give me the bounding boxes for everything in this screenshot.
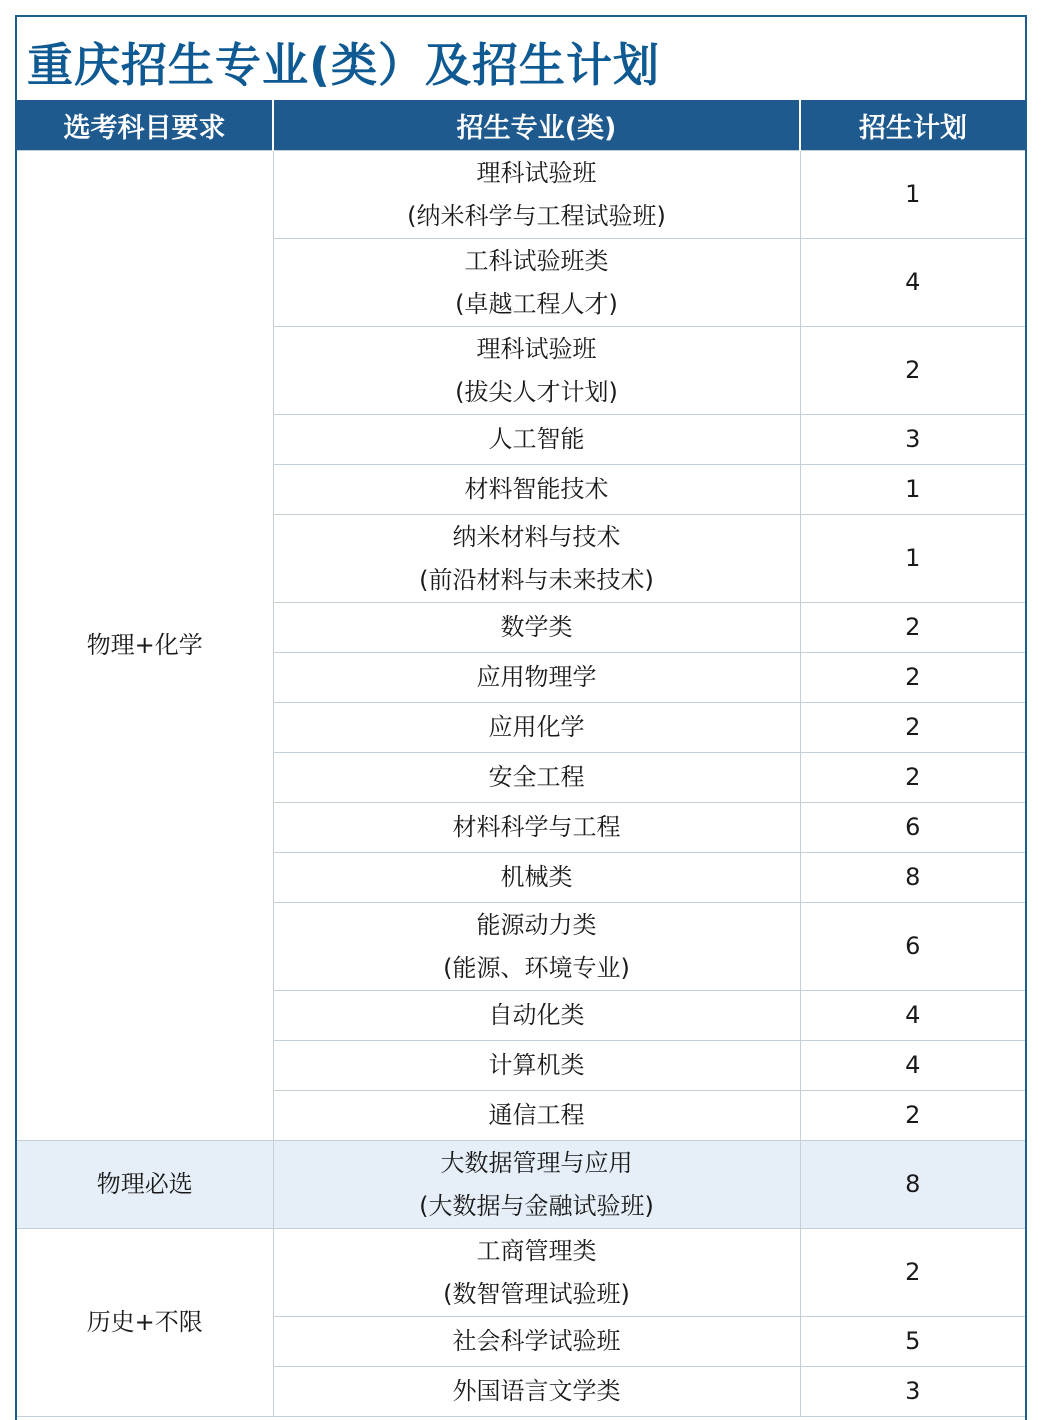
major-name: 大数据管理与应用 [440, 1148, 633, 1177]
major-subtitle: (数智管理试验班) [443, 1279, 630, 1308]
plan-table-frame [15, 15, 1027, 1420]
plan-table [17, 100, 1025, 1417]
plan-count-cell: 8 [800, 1141, 1025, 1229]
major-cell [273, 415, 800, 465]
major-name: 自动化类 [488, 1001, 585, 1029]
column-header-requirement: 选考科目要求 [17, 100, 273, 151]
major-name: 应用化学 [488, 713, 585, 741]
major-name: 安全工程 [488, 763, 585, 791]
plan-count-cell: 2 [800, 603, 1025, 653]
requirement-cell: 物理必选 [17, 1141, 273, 1229]
major-name: 通信工程 [488, 1101, 585, 1129]
major-name: 数学类 [500, 613, 573, 641]
major-cell [273, 653, 800, 703]
major-subtitle: (纳米科学与工程试验班) [407, 201, 666, 230]
table-row [17, 1229, 1025, 1317]
major-cell [273, 1041, 800, 1091]
major-cell [273, 1317, 800, 1367]
major-subtitle: (大数据与金融试验班) [419, 1191, 654, 1220]
plan-count-cell: 4 [800, 991, 1025, 1041]
major-cell [273, 1141, 800, 1229]
table-header-row [17, 100, 1025, 151]
table-row [17, 1141, 1025, 1229]
table-body [17, 151, 1025, 1417]
major-cell [273, 1229, 800, 1317]
major-name: 理科试验班 [476, 334, 597, 363]
major-cell [273, 515, 800, 603]
major-cell [273, 991, 800, 1041]
major-subtitle: (能源、环境专业) [443, 953, 630, 982]
major-name: 理科试验班 [476, 158, 597, 187]
major-cell [273, 803, 800, 853]
plan-count-cell: 2 [800, 703, 1025, 753]
major-cell [273, 753, 800, 803]
major-name: 计算机类 [488, 1051, 585, 1079]
major-name: 工科试验班类 [464, 246, 609, 275]
plan-count-cell: 2 [800, 753, 1025, 803]
major-name: 材料科学与工程 [452, 813, 621, 841]
major-name: 社会科学试验班 [452, 1327, 621, 1355]
plan-count-cell: 3 [800, 1367, 1025, 1417]
plan-count-cell: 8 [800, 853, 1025, 903]
major-name: 外国语言文学类 [452, 1377, 621, 1405]
table-row [17, 151, 1025, 239]
requirement-cell: 物理+化学 [17, 151, 273, 1141]
plan-count-cell: 4 [800, 1041, 1025, 1091]
plan-count-cell: 5 [800, 1317, 1025, 1367]
major-subtitle: (前沿材料与未来技术) [419, 565, 654, 594]
plan-count-cell: 3 [800, 415, 1025, 465]
plan-count-cell: 2 [800, 1091, 1025, 1141]
major-cell [273, 1367, 800, 1417]
plan-count-cell: 2 [800, 1229, 1025, 1317]
major-name: 人工智能 [488, 425, 585, 453]
plan-count-cell: 1 [800, 515, 1025, 603]
major-cell [273, 327, 800, 415]
major-cell [273, 239, 800, 327]
plan-count-cell: 2 [800, 653, 1025, 703]
major-name: 机械类 [500, 863, 573, 891]
major-name: 应用物理学 [476, 663, 597, 691]
column-header-major: 招生专业(类) [273, 100, 800, 151]
major-subtitle: (卓越工程人才) [455, 289, 618, 318]
column-header-plan: 招生计划 [800, 100, 1025, 151]
major-cell [273, 603, 800, 653]
major-name: 工商管理类 [476, 1236, 597, 1265]
plan-count-cell: 2 [800, 327, 1025, 415]
major-cell [273, 903, 800, 991]
plan-count-cell: 1 [800, 465, 1025, 515]
requirement-cell: 历史+不限 [17, 1229, 273, 1417]
plan-count-cell: 6 [800, 903, 1025, 991]
major-cell [273, 1091, 800, 1141]
plan-count-cell: 6 [800, 803, 1025, 853]
major-cell [273, 465, 800, 515]
major-cell [273, 703, 800, 753]
major-name: 能源动力类 [476, 910, 597, 939]
major-name: 材料智能技术 [464, 475, 609, 503]
major-cell [273, 853, 800, 903]
major-subtitle: (拔尖人才计划) [455, 377, 618, 406]
major-name: 纳米材料与技术 [452, 522, 621, 551]
plan-count-cell: 4 [800, 239, 1025, 327]
page-title: 重庆招生专业(类）及招生计划 [27, 38, 661, 92]
major-cell [273, 151, 800, 239]
plan-count-cell: 1 [800, 151, 1025, 239]
